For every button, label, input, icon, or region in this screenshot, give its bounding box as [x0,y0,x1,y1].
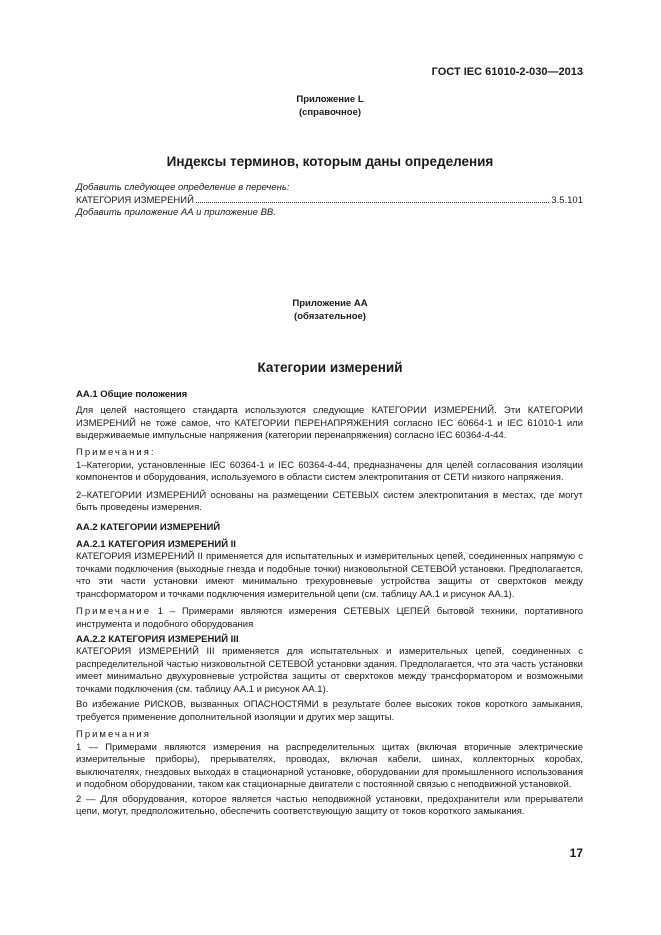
aa1-notes [76,447,583,515]
aa21-paragraph: КАТЕГОРИЯ ИЗМЕРЕНИЙ II применяется для испытательных и измерительных цепей, соединенных напрямую с точками подключения (выходные гнезда и подобные точки) низковольтной СЕТЕВОЙ установки. Предполагается, что эти части установки имеют минимально трехуровневые устройства защиты от сверхтоков между трансформатором и точками подключения измерительной цепи (см. таблицу АА.1 и рисунок АА.1). [76,551,583,600]
aa22-paragraph: КАТЕГОРИЯ ИЗМЕРЕНИЙ III применяется для испытательных и измерительных цепей, соединенных с распределительной частью низковольтной СЕТЕВОЙ установки здания. Предполагается, что эта часть установки имеет минимально двухуровневые устройства защиты от сверхтоков между трансформатором и возможными точками подключения (см. таблицу АА.1 и рисунок АА.1). [76,646,583,695]
notes-label: Примечания: [76,447,156,458]
aa21-note-text: 1 – Примерами являются измерения СЕТЕВЫХ ЦЕПЕЙ бытовой техники, портативного инструмента и подобного оборудования [76,606,584,630]
aa21-note-label: Примечание [76,606,151,617]
section-aa2-title: АА.2 КАТЕГОРИИ ИЗМЕРЕНИЙ [76,522,221,533]
section-aa1-text [76,405,583,443]
aa22-note-1: 1 — Примерами являются измерения на распределительных щитах (включая вторичные электрические измерительные приборы), прерывателях, проводах, включая кабели, шинах, коллекторных коробах, выключателях, гнездовых выходах в стационарной установке, оборудовании для промышленного использования и подобном оборудовании, таком как стационарные двигатели с постоянной связью с неподвижной установкой. [76,741,583,790]
section-aa22-title: АА.2.2 КАТЕГОРИЯ ИЗМЕРЕНИЙ III [76,634,239,645]
aa22-notes-label: Примечания [76,729,151,740]
appendix-l-heading: Индексы терминов, которым даны определения [166,154,494,169]
section-aa21-text [76,551,583,631]
aa21-note [76,606,583,631]
standard-id: ГОСТ IEC 61010-2-030—2013 [431,66,583,78]
aa1-note-2: 2–КАТЕГОРИИ ИЗМЕРЕНИЙ основаны на размещении СЕТЕВЫХ систем электропитания в местах, где могут быть проведены измерения. [76,489,583,513]
section-aa22-text [76,646,583,819]
appendix-aa-type: (обязательное) [294,311,366,322]
instruction-add-definition: Добавить следующее определение в перечень: [76,182,290,193]
page-number: 17 [569,846,583,860]
aa1-paragraph: Для целей настоящего стандарта используются следующие КАТЕГОРИИ ИЗМЕРЕНИЙ. Эти КАТЕГОРИИ ИЗМЕРЕНИЙ не тоже самое, что КАТЕГОРИИ ПЕРЕНАПРЯЖЕНИЯ согласно IEC 60664-1 и IEC 61010-1 или выдерживаемые импульсные напряжения (категории перенапряжения) согласно IEC 60364-4-44. [76,405,583,441]
appendix-l-type: (справочное) [298,107,362,118]
appendix-aa-title: Приложение АА [292,298,368,309]
aa1-note-1: 1–Категории, установленные IEC 60364-1 и IEC 60364-4-44, предназначены для целей согласования изоляции компонентов и оборудования, используемого в области систем электропитания от СЕТИ низкого напряжения. [76,459,583,483]
section-aa21-title: АА.2.1 КАТЕГОРИЯ ИЗМЕРЕНИЙ II [76,539,236,550]
aa22-note-2: 2 — Для оборудования, которое является частью неподвижной установки, предохранители или прерыватели цепи, могут, предположительно, обеспечить соответствующую защиту от токов короткого замыкания. [76,793,583,817]
appendix-l-block [60,93,600,119]
appendix-l-title: Приложение L [296,94,364,105]
appendix-aa-heading: Категории измерений [257,360,403,375]
dot-leader [196,202,549,203]
appendix-aa-block [60,297,600,323]
aa22-paragraph-2: Во избежание РИСКОВ, вызванных ОПАСНОСТЯМИ в результате более высоких токов короткого замыкания, требуется применение дополнительной изоляции и других мер защиты. [76,699,583,723]
term-index-ref: 3.5.101 [551,195,583,206]
term-index-term: КАТЕГОРИЯ ИЗМЕРЕНИЙ [76,195,194,206]
instruction-add-appendices: Добавить приложение АА и приложение ВВ. [76,207,276,218]
section-aa1-title: АА.1 Общие положения [76,389,188,400]
term-index-entry [76,195,583,206]
